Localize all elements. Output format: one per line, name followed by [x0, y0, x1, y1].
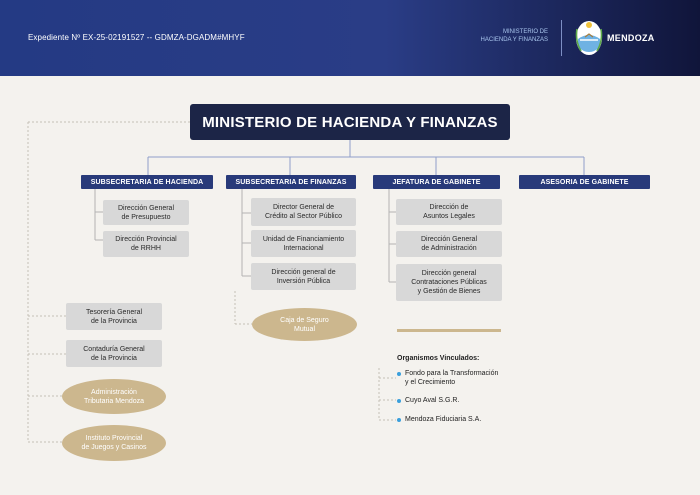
organismo-line: Fondo para la Transformación: [405, 370, 499, 377]
oval-line: Instituto Provincial: [85, 435, 143, 442]
box-line: Internacional: [283, 244, 324, 252]
oval-line: Tributaria Mendoza: [83, 397, 145, 405]
subsecretaria-hacienda-header: SUBSECRETARIA DE HACIENDA: [81, 175, 213, 189]
box-line: Crédito al Sector Público: [264, 213, 343, 220]
box-line: Dirección de: [429, 204, 469, 211]
box-line: Inversión Pública: [276, 277, 331, 285]
ministry-small-line: HACIENDA Y FINANZAS: [480, 36, 548, 43]
box-line: Contrataciones Públicas: [411, 279, 487, 286]
bullet-icon: [397, 372, 401, 376]
oval-line: Administración: [91, 388, 137, 396]
organismo-line: y el Crecimiento: [405, 379, 456, 386]
box-line: de RRHH: [131, 245, 161, 252]
box-line: Dirección general de: [271, 268, 336, 276]
direccion-presupuesto-box: [103, 200, 189, 225]
organismo-item: [397, 415, 481, 424]
box-line: Dirección Provincial: [115, 236, 177, 243]
oval-line: Caja de Seguro: [280, 316, 329, 324]
inversion-publica-box: [251, 263, 356, 290]
tesoreria-general-box: [66, 303, 162, 330]
ministry-small-line: MINISTERIO DE: [502, 29, 548, 35]
expediente-number: Expediente Nº EX-25-02191527 -- GDMZA-DGADM#MHYF: [28, 33, 245, 42]
organismos-divider: [397, 329, 501, 332]
box-line: Dirección general: [421, 270, 477, 277]
bullet-icon: [397, 399, 401, 403]
organismo-item: [397, 396, 459, 405]
box-line: Asuntos Legales: [423, 213, 475, 220]
subsecretaria-finanzas-header: SUBSECRETARIA DE FINANZAS: [226, 175, 356, 189]
instituto-juegos-casinos-oval: [62, 425, 166, 461]
contrataciones-publicas-box: [396, 264, 502, 301]
box-line: de Administración: [421, 245, 477, 252]
box-line: Director General de: [272, 204, 335, 211]
oval-line: de Juegos y Casinos: [81, 444, 147, 451]
solid-connectors: [148, 140, 584, 175]
box-line: Tesorería General: [85, 308, 143, 316]
ministry-title-box: MINISTERIO DE HACIENDA Y FINANZAS: [190, 104, 510, 140]
box-line: de la Provincia: [91, 354, 137, 362]
administracion-box: [396, 231, 502, 257]
box-line: Dirección General: [420, 236, 478, 243]
organismo-item: [397, 369, 498, 387]
box-line: de Presupuesto: [121, 213, 171, 221]
caja-seguro-mutual-oval: [252, 308, 357, 341]
box-line: y Gestión de Bienes: [417, 288, 481, 295]
brand-name: MENDOZA: [607, 33, 655, 43]
bullet-icon: [397, 418, 401, 422]
organismo-line: Cuyo Aval S.G.R.: [405, 397, 460, 404]
contaduria-general-box: [66, 340, 162, 367]
asesoria-gabinete-header: ASESORIA DE GABINETE: [519, 175, 650, 189]
financiamiento-internacional-box: [251, 230, 356, 257]
administracion-tributaria-oval: [62, 379, 166, 414]
jefatura-gabinete-header: JEFATURA DE GABINETE: [373, 175, 500, 189]
direccion-rrhh-box: [103, 231, 189, 257]
oval-line: Mutual: [293, 325, 315, 333]
organismos-title: Organismos Vinculados:: [397, 355, 480, 362]
box-line: Dirección General: [117, 204, 175, 212]
credito-sector-publico-box: [251, 198, 356, 226]
box-line: Unidad de Financiamiento: [262, 235, 345, 243]
asuntos-legales-box: [396, 199, 502, 225]
box-line: Contaduría General: [83, 345, 145, 353]
box-line: de la Provincia: [91, 317, 137, 325]
organismo-line: Mendoza Fiduciaria S.A.: [405, 416, 482, 423]
